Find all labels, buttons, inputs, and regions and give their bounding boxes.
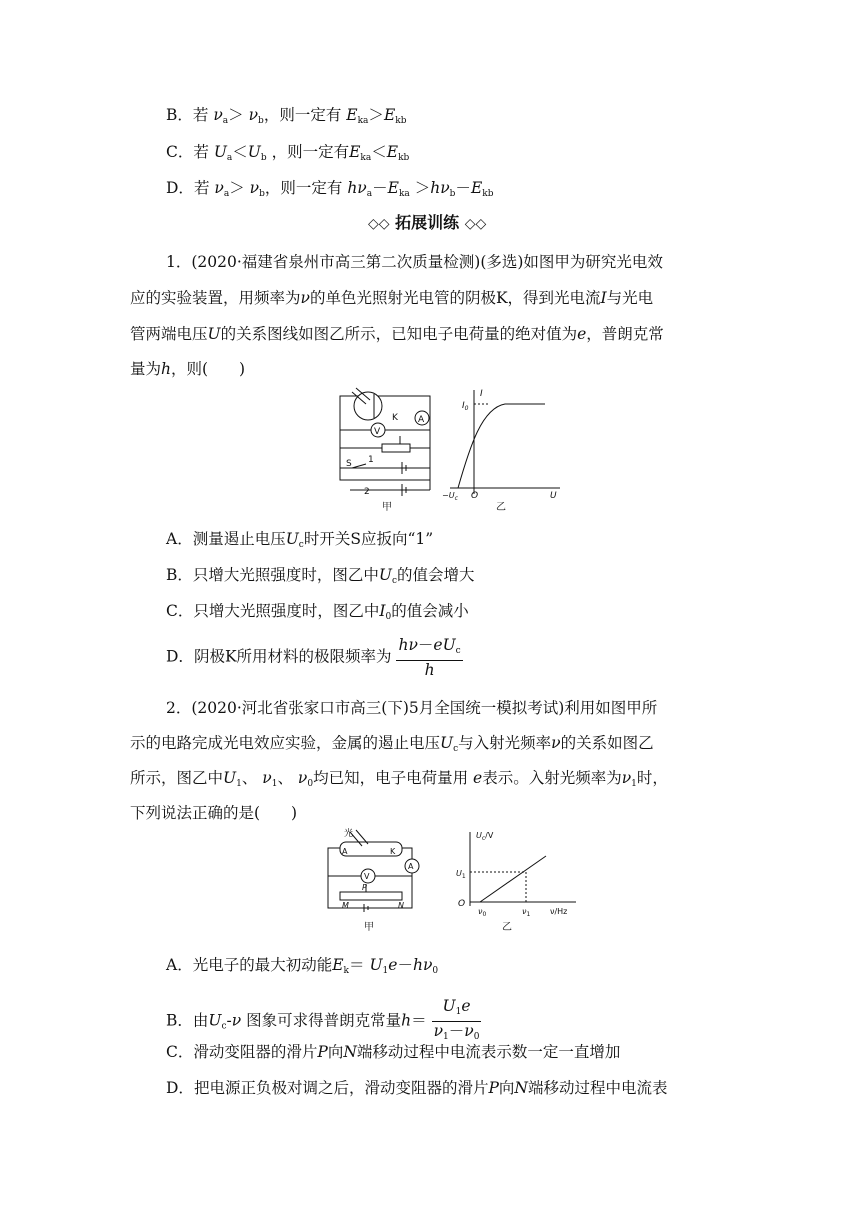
q1-fig-i-axis: I bbox=[480, 389, 483, 399]
q2-circuit-diagram bbox=[328, 830, 419, 912]
q1-fig-yi-label: 乙 bbox=[496, 502, 506, 513]
q1-stem-line2: 应的实验装置，用频率为ν的单色光照射光电管的阴极K，得到光电流I与光电 bbox=[130, 289, 654, 307]
q1-fig-v-label: V bbox=[374, 427, 381, 437]
q1-stem-line3: 管两端电压U的关系图线如图乙所示，已知电子电荷量的绝对值为e，普朗克常 bbox=[130, 325, 664, 343]
q2-fig-n-label: N bbox=[398, 901, 404, 910]
q1-fig-k-label: K bbox=[392, 413, 398, 423]
q1-fig-i0: $I_0$ bbox=[462, 401, 469, 412]
q1-fig-u-axis: U bbox=[550, 491, 557, 501]
q1-circuit-diagram bbox=[340, 388, 430, 496]
q2-stem-line4: 下列说法正确的是( ) bbox=[130, 804, 298, 822]
q2-fig-jia-label: 甲 bbox=[364, 922, 374, 933]
q2-option-d: D．把电源正负极对调之后，滑动变阻器的滑片P向N端移动过程中电流表 bbox=[166, 1079, 668, 1097]
q1-fig-neg-uc: $-U_c$ bbox=[442, 491, 458, 502]
q2-fig-origin: O bbox=[458, 899, 466, 909]
q2-fig-yi-label: 乙 bbox=[502, 922, 512, 933]
q2-option-c: C．滑动变阻器的滑片P向N端移动过程中电流表示数一定一直增加 bbox=[166, 1043, 621, 1061]
heading-title: 拓展训练 bbox=[395, 213, 460, 232]
q2-figure bbox=[320, 826, 600, 938]
q2-fig-m-label: M bbox=[342, 901, 349, 910]
q2-stem-line2: 示的电路完成光电效应实验，金属的遏止电压$U_c$与入射光频率ν的关系如图乙 bbox=[130, 734, 654, 754]
q2-stem-line1: 2．(2020·河北省张家口市高三(下)5月全国统一模拟考试)利用如图甲所 bbox=[166, 699, 658, 717]
q1-option-a: A．测量遏止电压$U_c$时开关S应扳向“1” bbox=[166, 530, 434, 550]
q2-fig-nu0: $\nu_0$ bbox=[478, 907, 487, 918]
q1-stem-line4: 量为h，则( ) bbox=[130, 360, 246, 378]
q2-option-b: B．由$U_c-\nu$ 图象可求得普朗克常量h＝ $\frac{U_1e}{\nu_1-\nu_0}$ bbox=[166, 997, 481, 1046]
q1-fig-1-label: 1 bbox=[368, 455, 374, 465]
q1-option-b: B．只增大光照强度时，图乙中$U_c$的值会增大 bbox=[166, 566, 475, 586]
q1-option-c: C．只增大光照强度时，图乙中$I_0$的值会减小 bbox=[166, 602, 469, 622]
heading-left-ornament: ◇◇ bbox=[368, 216, 390, 232]
q2-fig-y-axis: $U_c/V$ bbox=[476, 831, 494, 842]
q2-fig-p-label: P bbox=[362, 883, 367, 892]
q1-fig-jia-label: 甲 bbox=[382, 502, 392, 513]
q1-fig-2-label: 2 bbox=[364, 487, 370, 497]
q1-figure bbox=[330, 386, 570, 514]
q2-fig-ammeter: A bbox=[408, 862, 414, 871]
section-heading bbox=[368, 211, 486, 236]
q2-stem-line3: 所示，图乙中$U_1$、 $\nu_1$、 $\nu_0$均已知，电子电荷量用 e表示。入射光频率为$\nu_1$时， bbox=[130, 769, 668, 789]
q2-fig-voltmeter: V bbox=[364, 872, 370, 881]
prev-option-d: D．若 $\nu_a> \nu_b$，则一定有 $h\nu_a-E_{ka} >h\nu_b-E_{kb}$ bbox=[166, 179, 494, 199]
q2-fig-u1: $U_1$ bbox=[456, 869, 466, 880]
q1-stem-line1: 1．(2020·福建省泉州市高三第二次质量检测)(多选)如图甲为研究光电效 bbox=[166, 253, 663, 271]
q1-option-d-fraction: $\frac{h\nu-eU_c}{h}$ bbox=[398, 636, 461, 679]
q2-fig-a-electrode: A bbox=[342, 847, 348, 856]
q2-uc-nu-graph bbox=[470, 832, 576, 906]
q1-fig-a-label: A bbox=[418, 415, 425, 425]
heading-right-ornament: ◇◇ bbox=[464, 216, 487, 232]
q2-fig-nu1: $\nu_1$ bbox=[522, 907, 531, 918]
q1-fig-origin: O bbox=[471, 491, 479, 501]
q1-fig-s-label: S bbox=[346, 459, 352, 469]
prev-option-c: C．若 $U_a<U_b$ ，则一定有$E_{ka}<E_{kb}$ bbox=[166, 143, 410, 163]
q2-fig-x-axis: ν/Hz bbox=[550, 907, 568, 916]
q2-option-b-fraction: $\frac{U_1e}{\nu_1-\nu_0}$ bbox=[433, 997, 480, 1042]
q2-option-a: A．光电子的最大初动能$E_k= U_1e-h\nu_0$ bbox=[166, 956, 439, 976]
q2-fig-light-label: 光 bbox=[344, 829, 354, 839]
q1-option-d: D．阴极K所用材料的极限频率为 $\frac{h\nu-eU_c}{h}$ bbox=[166, 636, 461, 679]
prev-option-b: B．若 $\nu_a> \nu_b$，则一定有 $E_{ka}>E_{kb}$ bbox=[166, 106, 407, 126]
q2-fig-k-electrode: K bbox=[390, 847, 396, 856]
